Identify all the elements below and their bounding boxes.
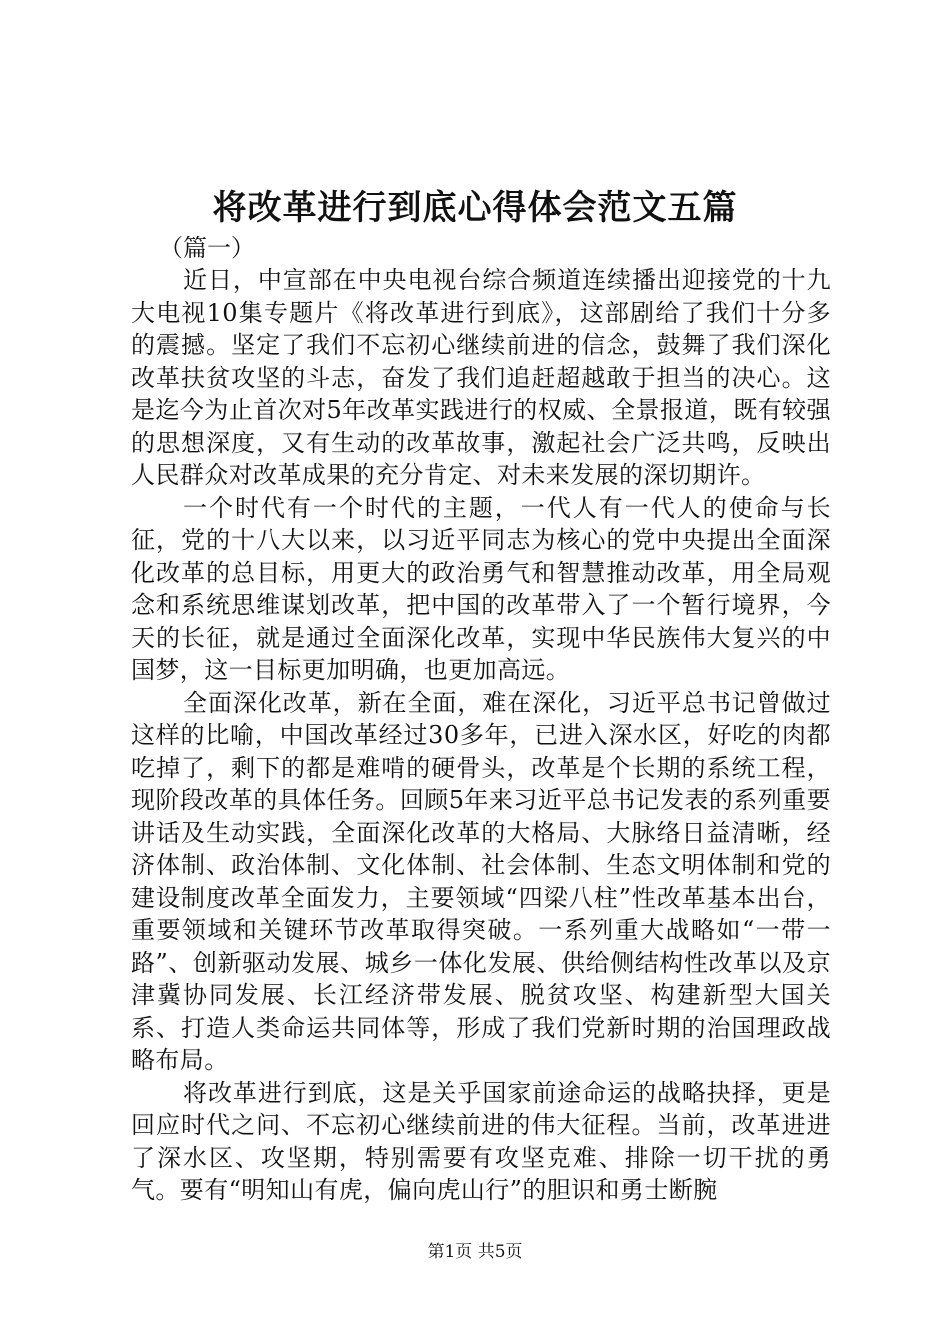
paragraph-4: 将改革进行到底，这是关乎国家前途命运的战略抉择，更是回应时代之问、不忘初心继续前进的伟大征程。当前，改革进进了深水区、攻坚期，特别需要有攻坚克难、排除一切干扰的勇气。要有“明知山有虎，偏向虎山行”的胆识和勇士断腕	[131, 1078, 831, 1204]
paragraph-1: 近日，中宣部在中央电视台综合频道连续播出迎接党的十九大电视10集专题片《将改革进行到底》，这部剧给了我们十分多的震撼。坚定了我们不忘初心继续前进的信念，鼓舞了我们深化改革扶贫攻坚的斗志，奋发了我们追赶超越敢于担当的决心。这是迄今为止首次对5年改革实践进行的权威、全景报道，既有较强的思想深度，又有生动的改革故事，激起社会广泛共鸣，反映出人民群众对改革成果的充分肯定、对未来发展的深切期许。	[131, 266, 831, 489]
document-title: 将改革进行到底心得体会范文五篇	[212, 188, 738, 228]
paragraph-3: 全面深化改革，新在全面，难在深化，习近平总书记曾做过这样的比喻，中国改革经过30多年，已进入深水区，好吃的肉都吃掉了，剩下的都是难啃的硬骨头，改革是个长期的系统工程，现阶段改革的具体任务。回顾5年来习近平总书记发表的系列重要讲话及生动实践，全面深化改革的大格局、大脉络日益清晰，经济体制、政治体制、文化体制、社会体制、生态文明体制和党的建设制度改革全面发力，主要领域“四梁八柱”性改革基本出台，重要领域和关键环节改革取得突破。一系列重大战略如“一带一路”、创新驱动发展、城乡一体化发展、供给侧结构性改革以及京津冀协同发展、长江经济带发展、脱贫攻坚、构建新型大国关系、打造人类命运共同体等，形成了我们党新时期的治国理政战略布局。	[131, 688, 831, 1074]
page-footer: 第1页 共5页	[427, 1242, 523, 1262]
paragraph-2: 一个时代有一个时代的主题，一代人有一代人的使命与长征，党的十八大以来，以习近平同志为核心的党中央提出全面深化改革的总目标，用更大的政治勇气和智慧推动改革，用全局观念和系统思维谋划改革，把中国的改革带入了一个暂行境界，今天的长征，就是通过全面深化改革，实现中华民族伟大复兴的中国梦，这一目标更加明确，也更加高远。	[131, 493, 831, 684]
section-label: （篇一）	[159, 234, 255, 262]
document-body	[131, 232, 831, 1207]
